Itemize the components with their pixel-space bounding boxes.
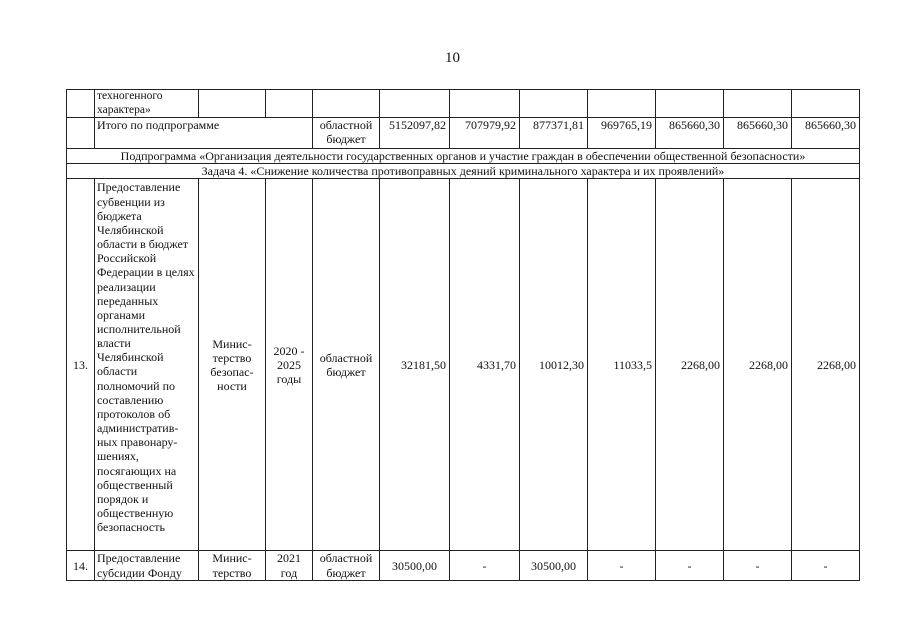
cell-value: - — [450, 551, 520, 581]
cell-value: 5152097,82 — [380, 118, 450, 149]
cell-value — [792, 90, 860, 118]
cell-index: 13. — [67, 179, 95, 551]
table-row-task — [67, 164, 860, 179]
cell-period — [266, 90, 313, 118]
cell-value: 4331,70 — [450, 179, 520, 551]
cell-name: Предоставление субвенции из бюджета Челябинской области в бюджет Российской Федерации в целях реализации переданных органами исполнительной власти Челябинской области полномочий по составлению протоколов об административ-ных правонару-шениях, посягающих на общественный порядок и общественную безопасность — [95, 179, 199, 551]
cell-value — [588, 90, 656, 118]
cell-executor: Минис-терство безопас-ности — [199, 179, 266, 551]
cell-value: - — [588, 551, 656, 581]
subprogram-header: Подпрограмма «Организация деятельности государственных органов и участие граждан в обеспечении общественной безопасности» — [67, 149, 860, 164]
cell-total-label: Итого по подпрограмме — [95, 118, 313, 149]
cell-value: 10012,30 — [520, 179, 588, 551]
task-header: Задача 4. «Снижение количества противоправных деяний криминального характера и их проявлений» — [67, 164, 860, 179]
cell-executor: Минис-терство — [199, 551, 266, 581]
table-row-prev — [67, 90, 860, 118]
table-row-13 — [67, 179, 860, 551]
cell-value — [380, 90, 450, 118]
cell-value — [724, 90, 792, 118]
table-row-subprogram — [67, 149, 860, 164]
table-row-14 — [67, 551, 860, 581]
cell-executor — [199, 90, 266, 118]
cell-value: 865660,30 — [724, 118, 792, 149]
cell-source: областной бюджет — [313, 118, 380, 149]
cell-value: - — [792, 551, 860, 581]
cell-name: техногенного характера» — [95, 90, 199, 118]
cell-value: 877371,81 — [520, 118, 588, 149]
cell-value: 2268,00 — [724, 179, 792, 551]
cell-value: 865660,30 — [792, 118, 860, 149]
cell-value: 2268,00 — [656, 179, 724, 551]
budget-table — [66, 89, 860, 581]
cell-value: - — [724, 551, 792, 581]
cell-value: - — [656, 551, 724, 581]
cell-value: 2268,00 — [792, 179, 860, 551]
cell-value — [520, 90, 588, 118]
table-row-total — [67, 118, 860, 149]
cell-value — [656, 90, 724, 118]
cell-index — [67, 118, 95, 149]
cell-value: 30500,00 — [380, 551, 450, 581]
cell-source: областной бюджет — [313, 551, 380, 581]
cell-source — [313, 90, 380, 118]
cell-source: областной бюджет — [313, 179, 380, 551]
page-number: 10 — [445, 50, 460, 66]
cell-value: 707979,92 — [450, 118, 520, 149]
cell-value — [450, 90, 520, 118]
cell-value: 32181,50 — [380, 179, 450, 551]
cell-value: 969765,19 — [588, 118, 656, 149]
cell-value: 865660,30 — [656, 118, 724, 149]
cell-index: 14. — [67, 551, 95, 581]
cell-period: 2021 год — [266, 551, 313, 581]
cell-period: 2020 - 2025 годы — [266, 179, 313, 551]
cell-index — [67, 90, 95, 118]
cell-name: Предоставление субсидии Фонду — [95, 551, 199, 581]
cell-value: 11033,5 — [588, 179, 656, 551]
cell-value: 30500,00 — [520, 551, 588, 581]
